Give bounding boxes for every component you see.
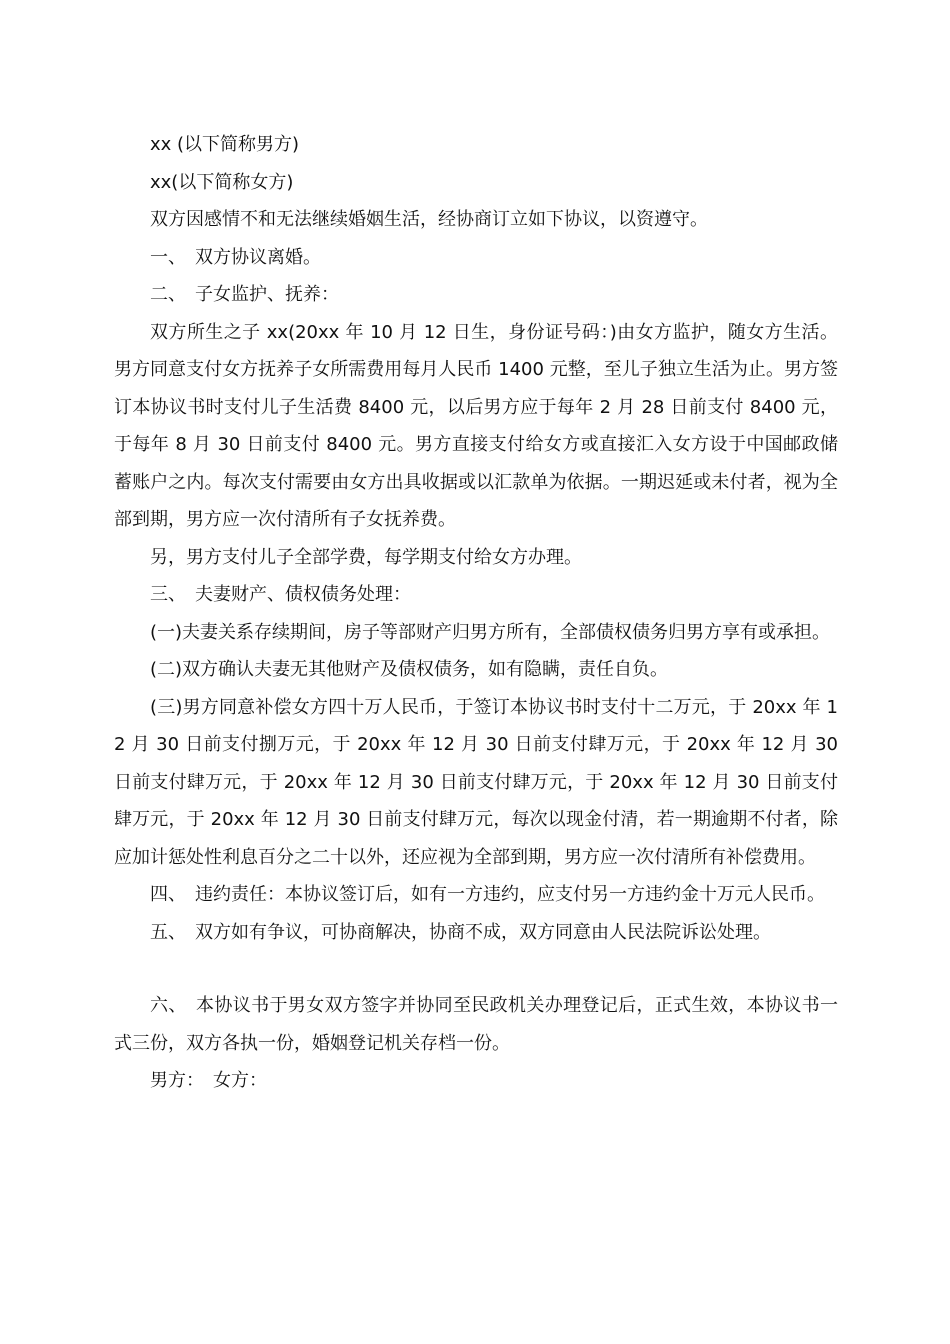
signature-line: 男方： 女方： bbox=[150, 1070, 267, 1091]
compensation-paragraph: (三)男方同意补偿女方四十万人民币，于签订本协议书时支付十二万元，于 20xx 年 12 月 30 日前支付捌万元，于 20xx 年 12 月 30 日前支付肆万元，于 20xx 年 12 月 30 日前支付肆万元，于 20xx 年 12 月 30 日前支付肆万元，于 20xx 年 12 月 30 日前支付肆万元，于 20xx 年 12 月 30 日前支付肆万元，每次以现金付清，若一期逾期不付者，除应加计惩处性利息百分之二十以外，还应视为全部到期，男方应一次付清所有补偿费用。 bbox=[114, 696, 838, 868]
tuition-paragraph: 另，男方支付儿子全部学费，每学期支付给女方办理。 bbox=[150, 546, 582, 568]
blank-line bbox=[114, 951, 838, 987]
clause-3-heading: 三、 夫妻财产、债权债务处理： bbox=[150, 584, 411, 605]
property-paragraph-1: (一)夫妻关系存续期间，房子等部财产归男方所有，全部债权债务归男方享有或承担。 bbox=[150, 621, 831, 643]
agreement-body bbox=[114, 126, 838, 1100]
clause-2-heading: 二、 子女监护、抚养： bbox=[150, 284, 339, 305]
clause-6-paragraph: 六、 本协议书于男女双方签字并协同至民政机关办理登记后，正式生效，本协议书一式三份，双方各执一份，婚姻登记机关存档一份。 bbox=[114, 995, 838, 1054]
property-paragraph-2: (二)双方确认夫妻无其他财产及债权债务，如有隐瞒，责任自负。 bbox=[150, 659, 669, 680]
clause-1-heading: 一、 双方协议离婚。 bbox=[150, 246, 321, 268]
preamble-paragraph: 双方因感情不和无法继续婚姻生活，经协商订立如下协议，以资遵守。 bbox=[150, 209, 708, 230]
clause-5-paragraph: 五、 双方如有争议，可协商解决，协商不成，双方同意由人民法院诉讼处理。 bbox=[150, 921, 771, 943]
clause-4-paragraph: 四、 违约责任：本协议签订后，如有一方违约，应支付另一方违约金十万元人民币。 bbox=[150, 884, 825, 905]
party-female-line: xx(以下简称女方) bbox=[150, 171, 294, 193]
child-custody-paragraph: 双方所生之子 xx(20xx 年 10 月 12 日生，身份证号码：)由女方监护，随女方生活。男方同意支付女方抚养子女所需费用每月人民币 1400 元整，至儿子独立生活为止。男方签订本协议书时支付儿子生活费 8400 元，以后男方应于每年 2 月 28 日前支付 8400 元，于每年 8 月 30 日前支付 8400 元。男方直接支付给女方或直接汇入女方设于中国邮政储蓄账户之内。每次支付需要由女方出具收据或以汇款单为依据。一期迟延或未付者，视为全部到期，男方应一次付清所有子女抚养费。 bbox=[114, 321, 838, 530]
party-male-line: xx (以下简称男方) bbox=[150, 134, 300, 155]
